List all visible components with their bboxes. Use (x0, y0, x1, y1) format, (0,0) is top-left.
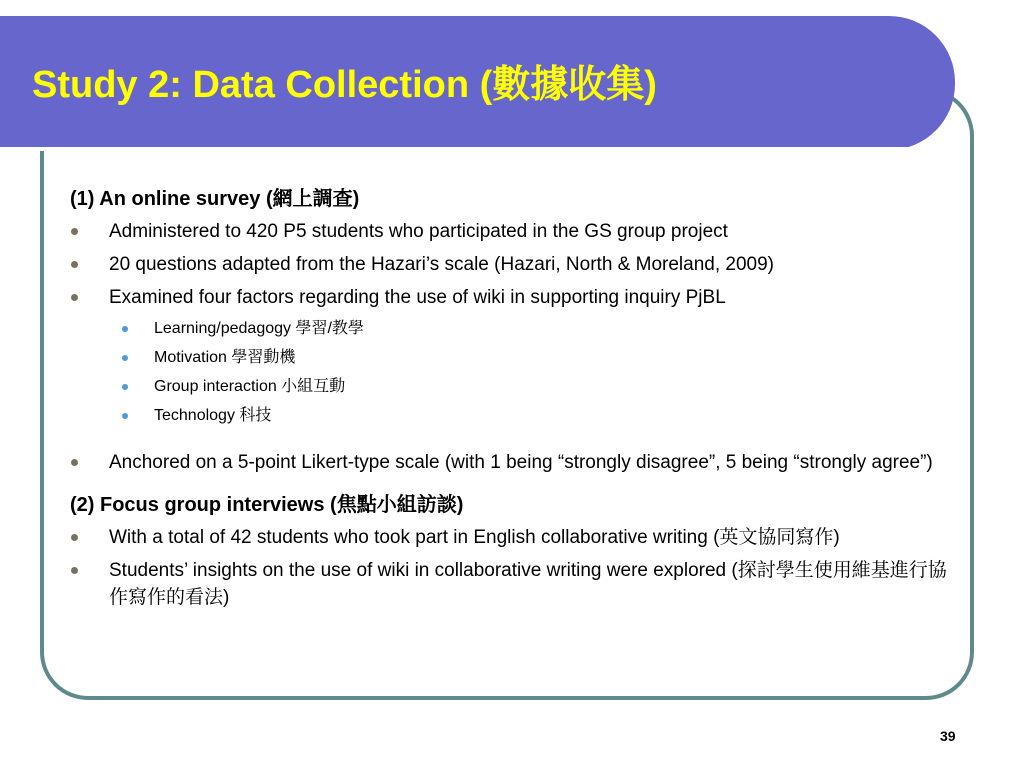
bullet-item: Administered to 420 P5 students who participated in the GS group project (70, 218, 950, 245)
page-number: 39 (940, 728, 956, 744)
sub-bullet-item: Group interaction 小組互動 (70, 376, 950, 398)
slide-body (70, 186, 950, 611)
survey-bullets (70, 218, 950, 476)
sub-bullet-item: Motivation 學習動機 (70, 347, 950, 369)
bullet-item: Students’ insights on the use of wiki in collaborative writing were explored (探討學生使用維基進行協作寫作的看法) (70, 557, 950, 611)
sub-bullet-item: Learning/pedagogy 學習/教學 (70, 318, 950, 340)
sub-bullet-item: Technology 科技 (70, 405, 950, 427)
slide-title: Study 2: Data Collection (數據收集) (32, 64, 657, 106)
section-heading-survey: (1) An online survey (網上調查) (70, 188, 360, 210)
bullet-item: With a total of 42 students who took part in English collaborative writing (英文協同寫作) (70, 524, 950, 551)
title-underline (0, 147, 920, 151)
bullet-item: 20 questions adapted from the Hazari’s scale (Hazari, North & Moreland, 2009) (70, 251, 950, 278)
bullet-item: Anchored on a 5-point Likert-type scale (with 1 being “strongly disagree”, 5 being “strongly agree”) (70, 449, 950, 476)
section-heading-interviews: (2) Focus group interviews (焦點小組訪談) (70, 494, 464, 516)
bullet-item: Examined four factors regarding the use of wiki in supporting inquiry PjBL (70, 284, 950, 311)
interview-bullets (70, 524, 950, 611)
